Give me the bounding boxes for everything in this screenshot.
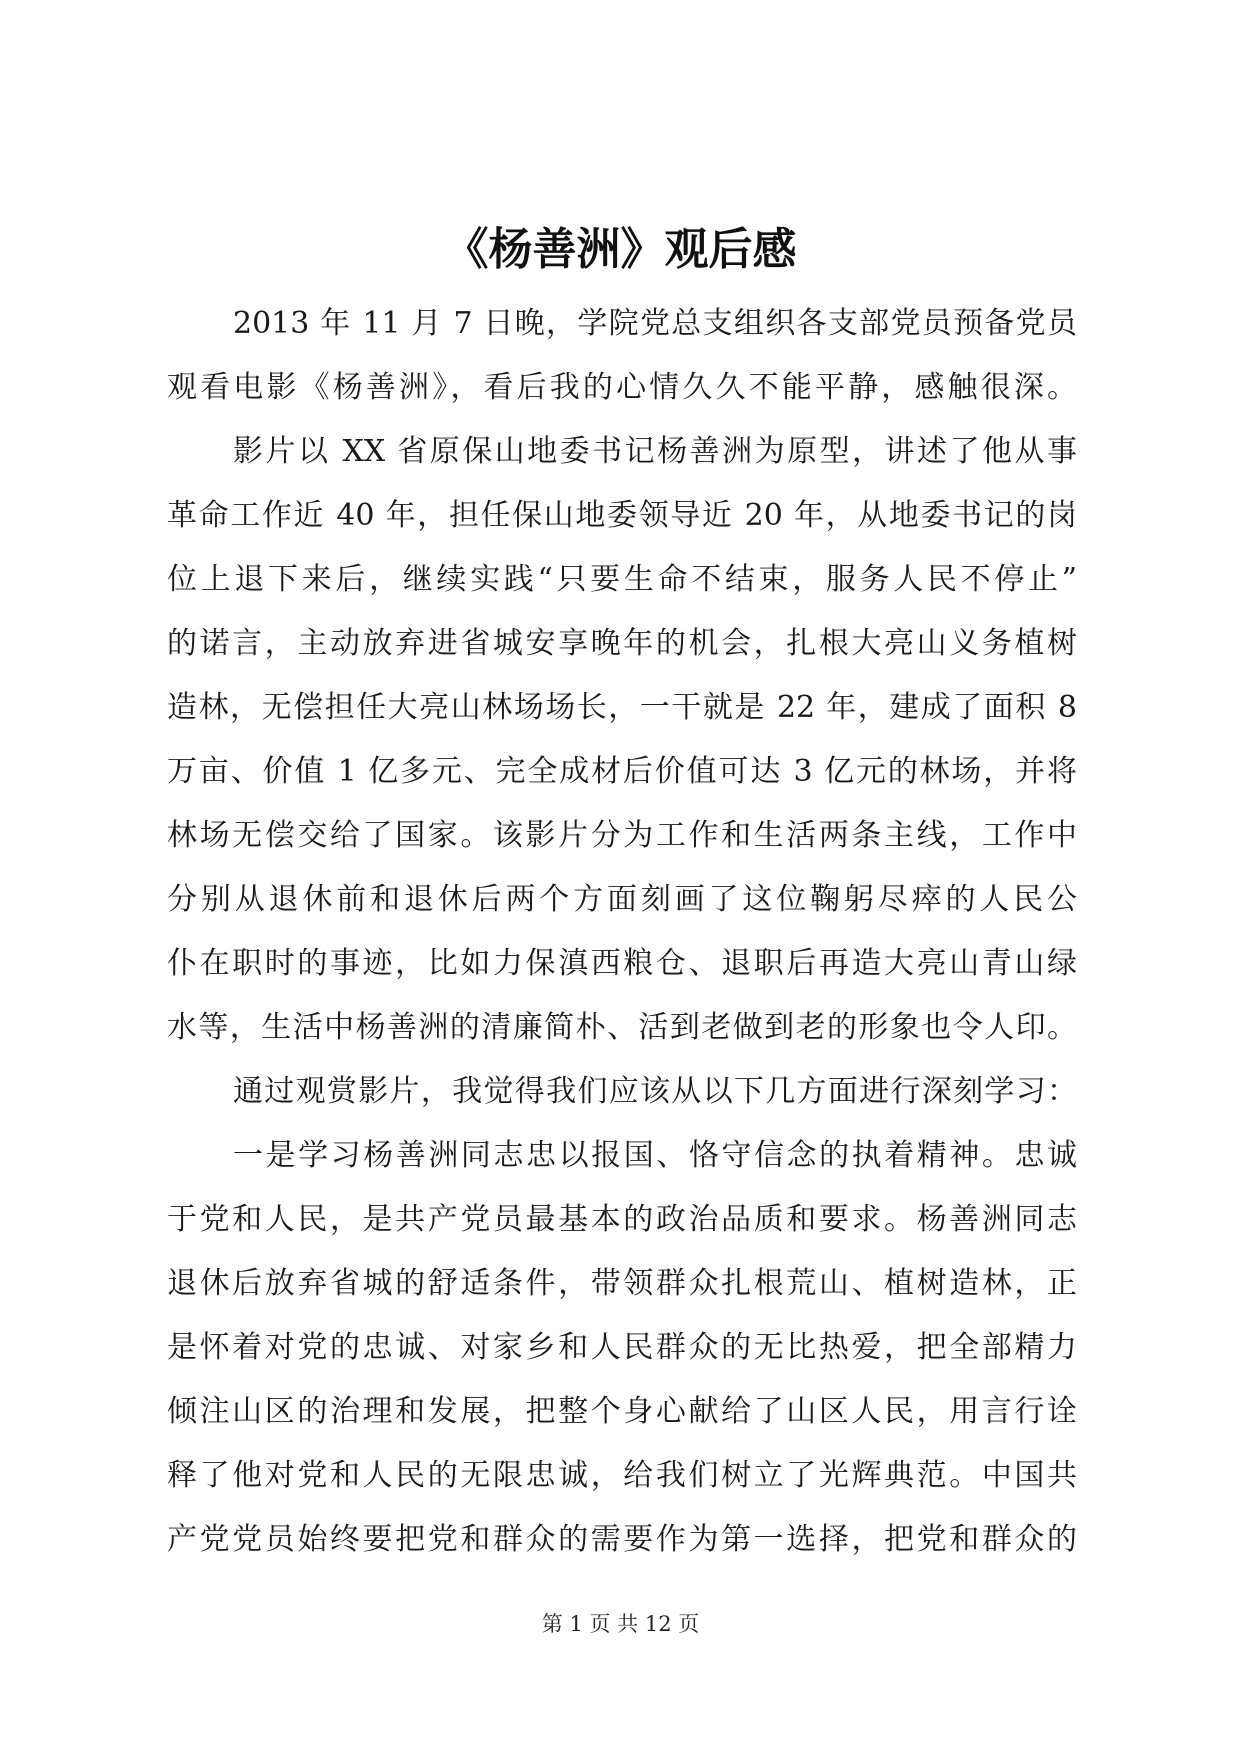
paragraph-2-line-8: 分别从退休前和退休后两个方面刻画了这位鞠躬尽瘁的人民公 <box>167 882 1077 917</box>
paragraph-2-line-10: 水等，生活中杨善洲的清廉简朴、活到老做到老的形象也令人印。 <box>167 1010 1077 1045</box>
paragraph-2-line-9: 仆在职时的事迹，比如力保滇西粮仓、退职后再造大亮山青山绿 <box>167 946 1077 981</box>
paragraph-2-line-3: 位上退下来后，继续实践“只要生命不结束，服务人民不停止” <box>167 562 1077 597</box>
page-number-footer: 第 1 页 共 12 页 <box>541 1612 700 1636</box>
paragraph-4-line-1: 一是学习杨善洲同志忠以报国、恪守信念的执着精神。忠诚 <box>233 1138 1077 1173</box>
paragraph-2-line-5: 造林，无偿担任大亮山林场场长，一干就是 22 年，建成了面积 8 <box>167 690 1077 725</box>
paragraph-4-line-6: 释了他对党和人民的无限忠诚，给我们树立了光辉典范。中国共 <box>167 1458 1077 1493</box>
paragraph-2-line-1: 影片以 XX 省原保山地委书记杨善洲为原型，讲述了他从事 <box>233 434 1077 469</box>
paragraph-4-line-7: 产党党员始终要把党和群众的需要作为第一选择，把党和群众的 <box>167 1522 1077 1557</box>
paragraph-2-line-4: 的诺言，主动放弃进省城安享晚年的机会，扎根大亮山义务植树 <box>167 626 1077 661</box>
document-title: 《杨善洲》观后感 <box>444 224 797 275</box>
paragraph-4-line-3: 退休后放弃省城的舒适条件，带领群众扎根荒山、植树造林，正 <box>167 1266 1077 1301</box>
paragraph-1-line-1: 2013 年 11 月 7 日晚，学院党总支组织各支部党员预备党员 <box>233 306 1077 341</box>
paragraph-2-line-7: 林场无偿交给了国家。该影片分为工作和生活两条主线，工作中 <box>167 818 1077 853</box>
paragraph-3-line-1: 通过观赏影片，我觉得我们应该从以下几方面进行深刻学习： <box>233 1074 1077 1109</box>
paragraph-1-line-2: 观看电影《杨善洲》，看后我的心情久久不能平静，感触很深。 <box>167 370 1077 405</box>
document-body <box>167 292 1077 1572</box>
paragraph-4-line-2: 于党和人民，是共产党员最基本的政治品质和要求。杨善洲同志 <box>167 1202 1077 1237</box>
paragraph-4-line-5: 倾注山区的治理和发展，把整个身心献给了山区人民，用言行诠 <box>167 1394 1077 1429</box>
paragraph-2-line-2: 革命工作近 40 年，担任保山地委领导近 20 年，从地委书记的岗 <box>167 498 1077 533</box>
paragraph-4-line-4: 是怀着对党的忠诚、对家乡和人民群众的无比热爱，把全部精力 <box>167 1330 1077 1365</box>
paragraph-2-line-6: 万亩、价值 1 亿多元、完全成材后价值可达 3 亿元的林场，并将 <box>167 754 1077 789</box>
